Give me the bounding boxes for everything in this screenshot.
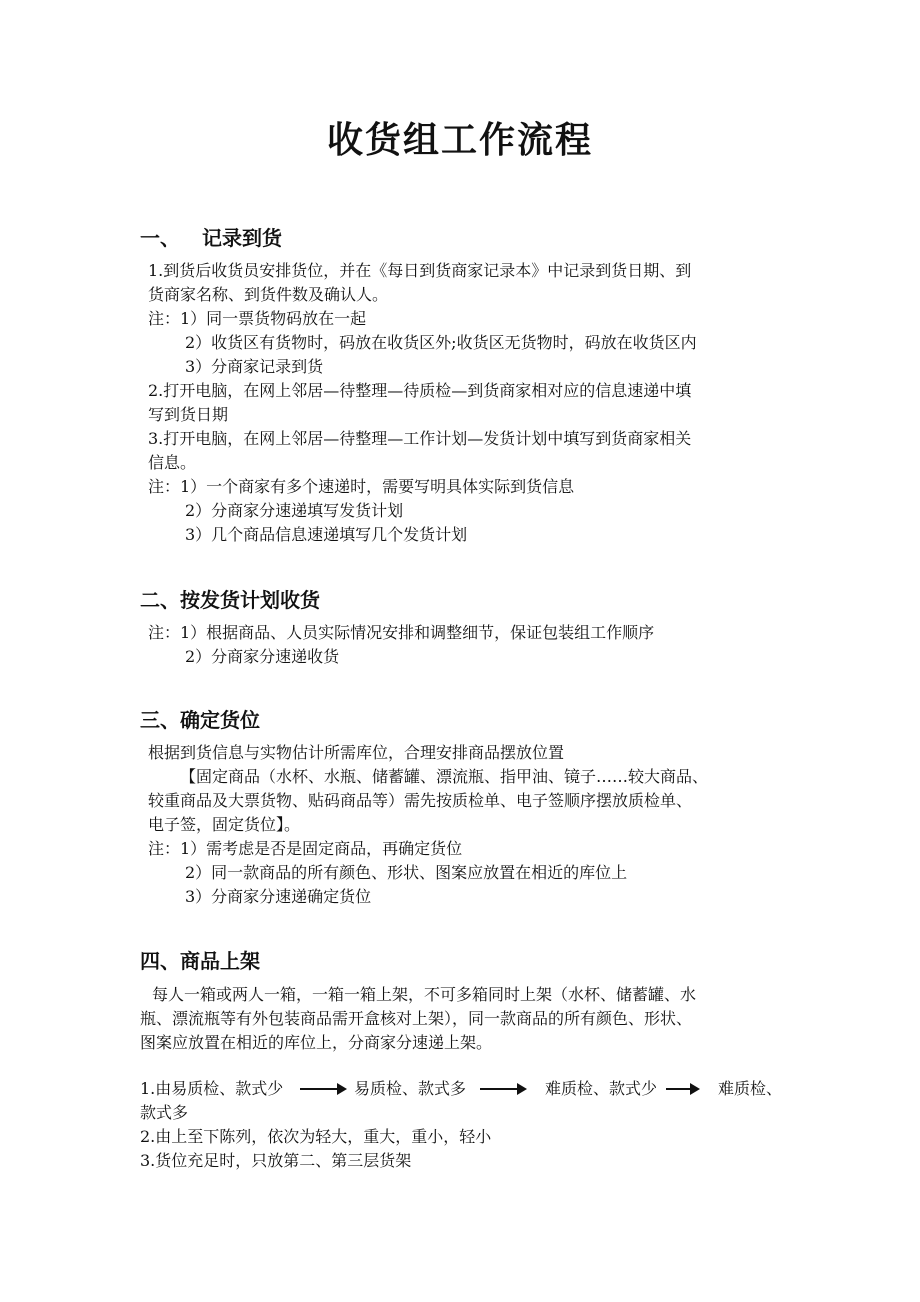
- s1-note-1: 注：1）同一票货物码放在一起: [148, 309, 367, 328]
- s1-line-5: 3.打开电脑，在网上邻居—待整理—工作计划—发货计划中填写到货商家相关: [148, 429, 692, 448]
- flow-step-2: 易质检、款式多: [354, 1079, 467, 1098]
- s3-line-1: 根据到货信息与实物估计所需库位，合理安排商品摆放位置: [148, 743, 565, 762]
- s1-line-6: 信息。: [148, 453, 197, 472]
- s1-line-1: 1.到货后收货员安排货位，并在《每日到货商家记录本》中记录到货日期、到: [148, 261, 692, 280]
- arrow-right-icon: [480, 1088, 525, 1090]
- s3-line-2: 【固定商品（水杯、水瓶、储蓄罐、漂流瓶、指甲油、镜子……较大商品、: [180, 767, 709, 786]
- flow-step-4: 难质检、: [718, 1079, 783, 1098]
- s3-note-3: 3）分商家分速递确定货位: [185, 887, 372, 906]
- flow-sequence: [140, 1077, 790, 1101]
- section-3-heading: 三、确定货位: [140, 708, 260, 732]
- s2-note-2: 2）分商家分速递收货: [185, 647, 340, 666]
- flow-step-3: 难质检、款式少: [545, 1079, 658, 1098]
- s1-note-4: 注：1）一个商家有多个速递时，需要写明具体实际到货信息: [148, 477, 575, 496]
- s2-note-1: 注：1）根据商品、人员实际情况安排和调整细节，保证包装组工作顺序: [148, 623, 655, 642]
- s3-line-4: 电子签，固定货位】。: [148, 815, 301, 834]
- s1-line-2: 货商家名称、到货件数及确认人。: [148, 285, 389, 304]
- s4-line-2: 瓶、漂流瓶等有外包装商品需开盒核对上架），同一款商品的所有颜色、形状、: [140, 1009, 693, 1028]
- s1-note-5: 2）分商家分速递填写发货计划: [185, 501, 404, 520]
- s1-line-4: 写到货日期: [148, 405, 229, 424]
- section-2-heading: 二、按发货计划收货: [140, 588, 320, 612]
- arrow-right-icon: [666, 1088, 698, 1090]
- section-1-heading: [140, 222, 282, 251]
- s4-line-1: 每人一箱或两人一箱，一箱一箱上架，不可多箱同时上架（水杯、储蓄罐、水: [152, 985, 697, 1004]
- s1-note-3: 3）分商家记录到货: [185, 357, 324, 376]
- flow-step-4-tail: 款式多: [140, 1103, 189, 1122]
- section-1-title: 记录到货: [202, 226, 282, 250]
- s1-note-2: 2）收货区有货物时，码放在收货区外;收货区无货物时，码放在收货区内: [185, 333, 697, 352]
- s4-rule-3: 3.货位充足时，只放第二、第三层货架: [140, 1151, 412, 1170]
- s3-note-1: 注：1）需考虑是否是固定商品，再确定货位: [148, 839, 463, 858]
- s4-line-3: 图案应放置在相近的库位上，分商家分速递上架。: [140, 1033, 493, 1052]
- section-1-number: 一、: [140, 226, 180, 250]
- document-title: 收货组工作流程: [326, 120, 593, 161]
- s1-note-6: 3）几个商品信息速递填写几个发货计划: [185, 525, 468, 544]
- arrow-right-icon: [300, 1088, 345, 1090]
- s3-note-2: 2）同一款商品的所有颜色、形状、图案应放置在相近的库位上: [185, 863, 628, 882]
- s3-line-3: 较重商品及大票货物、贴码商品等）需先按质检单、电子签顺序摆放质检单、: [148, 791, 693, 810]
- section-4-heading: 四、商品上架: [140, 949, 260, 973]
- s1-line-3: 2.打开电脑，在网上邻居—待整理—待质检—到货商家相对应的信息速递中填: [148, 381, 692, 400]
- flow-step-1: 1.由易质检、款式少: [140, 1079, 284, 1098]
- s4-rule-2: 2.由上至下陈列，依次为轻大，重大，重小，轻小: [140, 1127, 492, 1146]
